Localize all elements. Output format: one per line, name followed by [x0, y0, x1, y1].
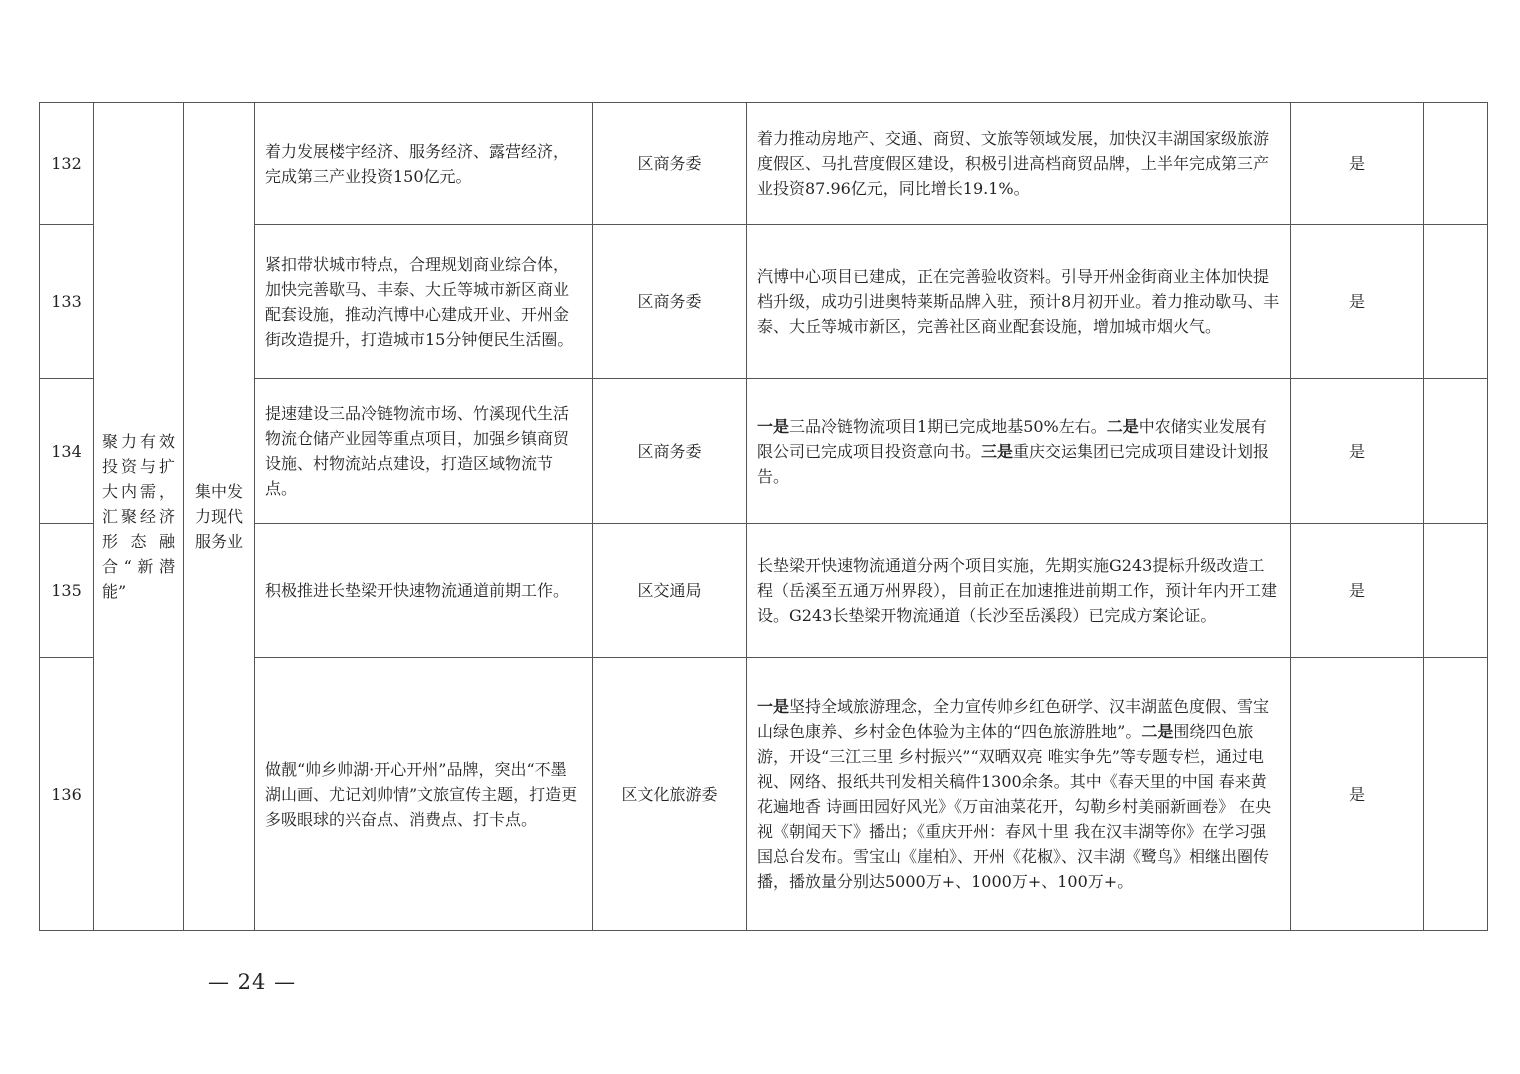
progress-cell [747, 379, 1291, 524]
progress-cell [747, 658, 1291, 931]
task-cell: 提速建设三品冷链物流市场、竹溪现代生活物流仓储产业园等重点项目，加强乡镇商贸设施、村物流站点建设，打造区域物流节点。 [255, 379, 593, 524]
progress-lead: 三是 [981, 441, 1014, 461]
completion-cell: 是 [1291, 658, 1424, 931]
task-cell: 着力发展楼宇经济、服务经济、露营经济，完成第三产业投资150亿元。 [255, 103, 593, 225]
progress-lead: 一是 [757, 416, 790, 436]
remarks-cell [1424, 524, 1488, 658]
department-cell: 区交通局 [593, 524, 747, 658]
completion-cell: 是 [1291, 524, 1424, 658]
remarks-cell [1424, 103, 1488, 225]
progress-text: 着力推动房地产、交通、商贸、文旅等领域发展，加快汉丰湖国家级旅游度假区、马扎营度假区建设，积极引进高档商贸品牌，上半年完成第三产业投资87.96亿元，同比增长19.1%。 [757, 129, 1270, 198]
department-cell: 区商务委 [593, 379, 747, 524]
table-row [40, 225, 1488, 379]
completion-cell: 是 [1291, 103, 1424, 225]
row-number: 134 [40, 379, 94, 524]
progress-text: 长垫梁开快速物流通道分两个项目实施，先期实施G243提标升级改造工程（岳溪至五通万州界段），目前正在加速推进前期工作，预计年内开工建设。G243长垫梁开物流通道（长沙至岳溪段）已完成方案论证。 [757, 556, 1278, 625]
completion-cell: 是 [1291, 379, 1424, 524]
progress-text: 围绕四色旅游，开设“三江三里 乡村振兴”“双晒双亮 唯实争先”等专题专栏，通过电视、网络、报纸共刊发相关稿件1300余条。其中《春天里的中国 春来黄花遍地香 诗画田园好风光》《万亩油菜花开，勾勒乡村美丽新画卷》 在央视《朝闻天下》播出；《重庆开州：春风十里 我在汉丰湖等你》在学习强国总台发布。雪宝山《崖柏》、开州《花椒》、汉丰湖《鹭鸟》相继出圈传播，播放量分别达5000万+、1000万+、100万+。 [757, 722, 1272, 891]
row-number: 132 [40, 103, 94, 225]
progress-cell [747, 524, 1291, 658]
department-cell: 区文化旅游委 [593, 658, 747, 931]
remarks-cell [1424, 379, 1488, 524]
progress-text: 中农储实业发展有限公司已完成项目投资意向书。 [757, 416, 1267, 461]
progress-text: 重庆交运集团已完成项目建设计划报告。 [757, 441, 1270, 486]
task-cell: 做靓“帅乡帅湖·开心开州”品牌，突出“不墨湖山画、尤记刘帅情”文旅宣传主题，打造更多吸眼球的兴奋点、消费点、打卡点。 [255, 658, 593, 931]
department-cell: 区商务委 [593, 103, 747, 225]
table-row [40, 524, 1488, 658]
progress-lead: 一是 [757, 697, 790, 716]
progress-lead: 二是 [1141, 722, 1174, 741]
row-number: 136 [40, 658, 94, 931]
table-row [40, 103, 1488, 225]
progress-text: 三品冷链物流项目1期已完成地基50%左右。 [789, 416, 1107, 436]
completion-cell: 是 [1291, 225, 1424, 379]
row-number: 135 [40, 524, 94, 658]
page-number: — 24 — [208, 970, 297, 994]
progress-text: 坚持全域旅游理念，全力宣传帅乡红色研学、汉丰湖蓝色度假、雪宝山绿色康养、乡村金色体验为主体的“四色旅游胜地”。 [757, 697, 1270, 741]
table-row [40, 658, 1488, 931]
task-cell: 积极推进长垫梁开快速物流通道前期工作。 [255, 524, 593, 658]
progress-text: 汽博中心项目已建成，正在完善验收资料。引导开州金街商业主体加快提档升级，成功引进奥特莱斯品牌入驻，预计8月初开业。着力推动歇马、丰泰、大丘等城市新区，完善社区商业配套设施，增加城市烟火气。 [757, 267, 1280, 336]
category-cell: 聚力有效投资与扩大内需，汇聚经济形态融合“新潜能” [94, 103, 184, 931]
task-cell: 紧扣带状城市特点，合理规划商业综合体，加快完善歇马、丰泰、大丘等城市新区商业配套设施，推动汽博中心建成开业、开州金街改造提升，打造城市15分钟便民生活圈。 [255, 225, 593, 379]
remarks-cell [1424, 658, 1488, 931]
row-number: 133 [40, 225, 94, 379]
progress-lead: 二是 [1106, 416, 1139, 436]
progress-cell [747, 103, 1291, 225]
department-cell: 区商务委 [593, 225, 747, 379]
work-progress-table [39, 102, 1488, 931]
progress-cell [747, 225, 1291, 379]
table-row [40, 379, 1488, 524]
remarks-cell [1424, 225, 1488, 379]
subcategory-cell: 集中发力现代服务业 [184, 103, 255, 931]
